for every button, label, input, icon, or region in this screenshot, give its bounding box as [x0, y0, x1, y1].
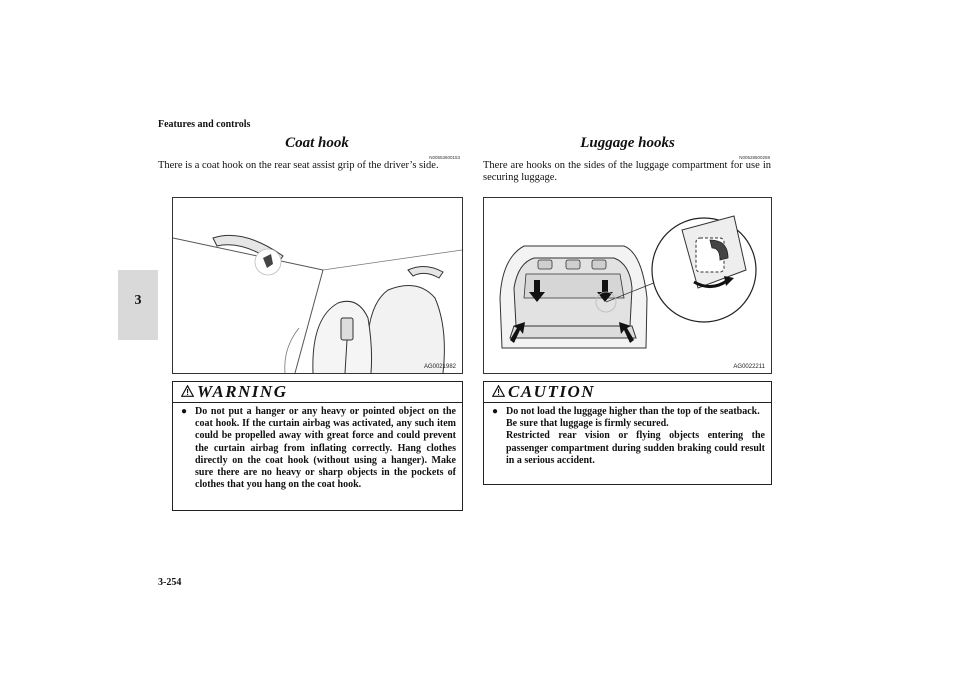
luggage-hooks-code: N00528500259 — [739, 155, 770, 160]
luggage-hooks-title: Luggage hooks — [580, 135, 675, 151]
caution-triangle-icon — [492, 385, 505, 397]
coat-hook-figure — [172, 197, 463, 374]
caution-line-2: Be sure that luggage is firmly secured. — [506, 418, 669, 430]
caution-line-3: Restricted rear vision or flying objects entering the passenger compartment during sudden braking could result in a serious accident. — [506, 430, 765, 466]
coat-hook-illustration — [173, 198, 462, 373]
luggage-hooks-text: There are hooks on the sides of the luggage compartment for use in securing luggage. — [483, 160, 771, 183]
coat-hook-text: There is a coat hook on the rear seat assist grip of the driver’s side. — [158, 160, 439, 171]
caution-line-1: Do not load the luggage higher than the top of the seatback. — [506, 406, 760, 417]
warning-text: Do not put a hanger or any heavy or pointed object on the coat hook. If the curtain airbag was activated, any such item could be propelled away with great force and could prevent the curtain airbag from inflating correctly. Hang clothes directly on the coat hook (without using a hanger). Make sure there are no heavy or sharp objects in the pockets of clothes that you hang on the coat hook. — [195, 406, 456, 491]
luggage-hooks-figure — [483, 197, 772, 374]
luggage-hooks-illustration — [484, 198, 771, 373]
chapter-number: 3 — [134, 293, 142, 308]
warning-box — [172, 381, 463, 511]
warning-header — [173, 382, 462, 403]
caution-label: CAUTION — [508, 382, 596, 401]
bullet-icon: ● — [492, 406, 499, 417]
bullet-icon: ● — [181, 406, 188, 417]
coat-hook-title: Coat hook — [285, 135, 349, 151]
coat-hook-code: N00553600153 — [429, 155, 460, 160]
running-header: Features and controls — [158, 119, 251, 130]
caution-item — [484, 403, 771, 470]
coat-hook-figure-code: AG0021982 — [423, 364, 456, 370]
warning-triangle-icon — [181, 385, 194, 397]
warning-label: WARNING — [197, 382, 288, 401]
warning-item — [173, 403, 462, 494]
caution-box — [483, 381, 772, 485]
caution-header — [484, 382, 771, 403]
page-number: 3-254 — [158, 577, 182, 588]
luggage-hooks-figure-code: AG0022211 — [733, 364, 765, 370]
